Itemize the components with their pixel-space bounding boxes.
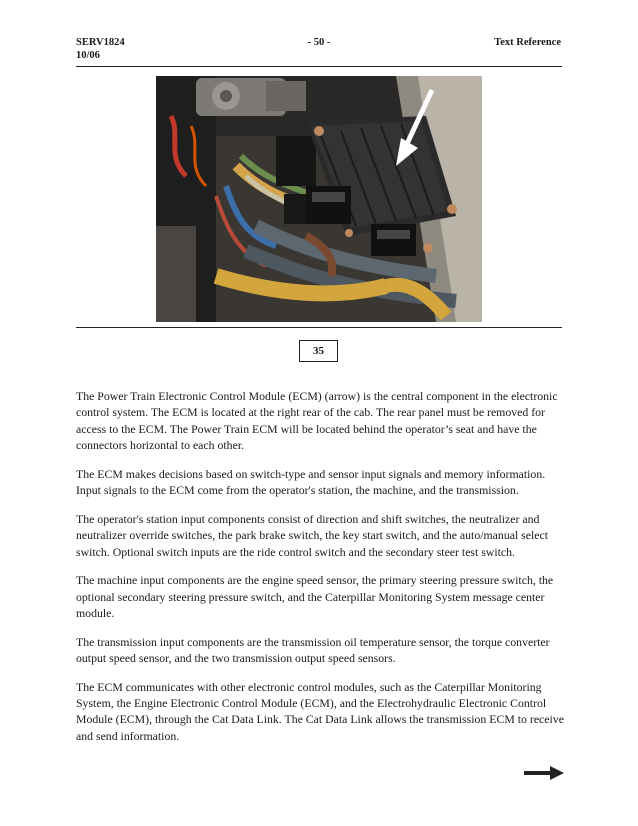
right-arrow-icon[interactable] xyxy=(524,766,564,780)
paragraph-ecm-location: The Power Train Electronic Control Module (ECM) (arrow) is the central component in the electronic control system. The ECM is located at the right rear of the cab. The rear panel must be removed for access to the ECM. The Power Train ECM will be located behind the operator’s seat and have the connectors horizontal to each other. xyxy=(76,389,558,453)
section-title: Text Reference xyxy=(494,37,561,48)
doc-date: 10/06 xyxy=(76,50,100,61)
doc-code: SERV1824 xyxy=(76,37,125,48)
header-rule xyxy=(76,66,562,67)
figure-rule xyxy=(76,327,562,328)
figure-number: 35 xyxy=(299,340,338,362)
paragraph-data-link: The ECM communicates with other electronic control modules, such as the Caterpillar Monitoring System, the Engine Electronic Control Module (ECM), and the Electrohydraulic Electronic Control Module (ECM), through the Cat Data Link. The Cat Data Link allows the transmission ECM to receive and send information. xyxy=(76,679,564,743)
paragraph-ecm-decisions: The ECM makes decisions based on switch-type and sensor input signals and memory information. Input signals to the ECM come from the operator's station, the machine, and the transmission. xyxy=(76,466,546,498)
body-text xyxy=(76,388,566,756)
ecm-photo xyxy=(156,76,482,322)
paragraph-machine-inputs: The machine input components are the engine speed sensor, the primary steering pressure switch, the optional secondary steering pressure switch, and the Caterpillar Monitoring System message center module. xyxy=(76,573,554,621)
page-number: - 50 - xyxy=(307,37,331,48)
paragraph-operator-inputs: The operator's station input components consist of direction and shift switches, the neutralizer and neutralizer override switches, the park brake switch, the key start switch, and the auto/manual select switch. Optional switch inputs are the ride control switch and the secondary steer test switch. xyxy=(76,511,549,559)
paragraph-transmission-inputs: The transmission input components are the transmission oil temperature sensor, the torque converter output speed sensor, and the two transmission output speed sensors. xyxy=(76,634,550,666)
